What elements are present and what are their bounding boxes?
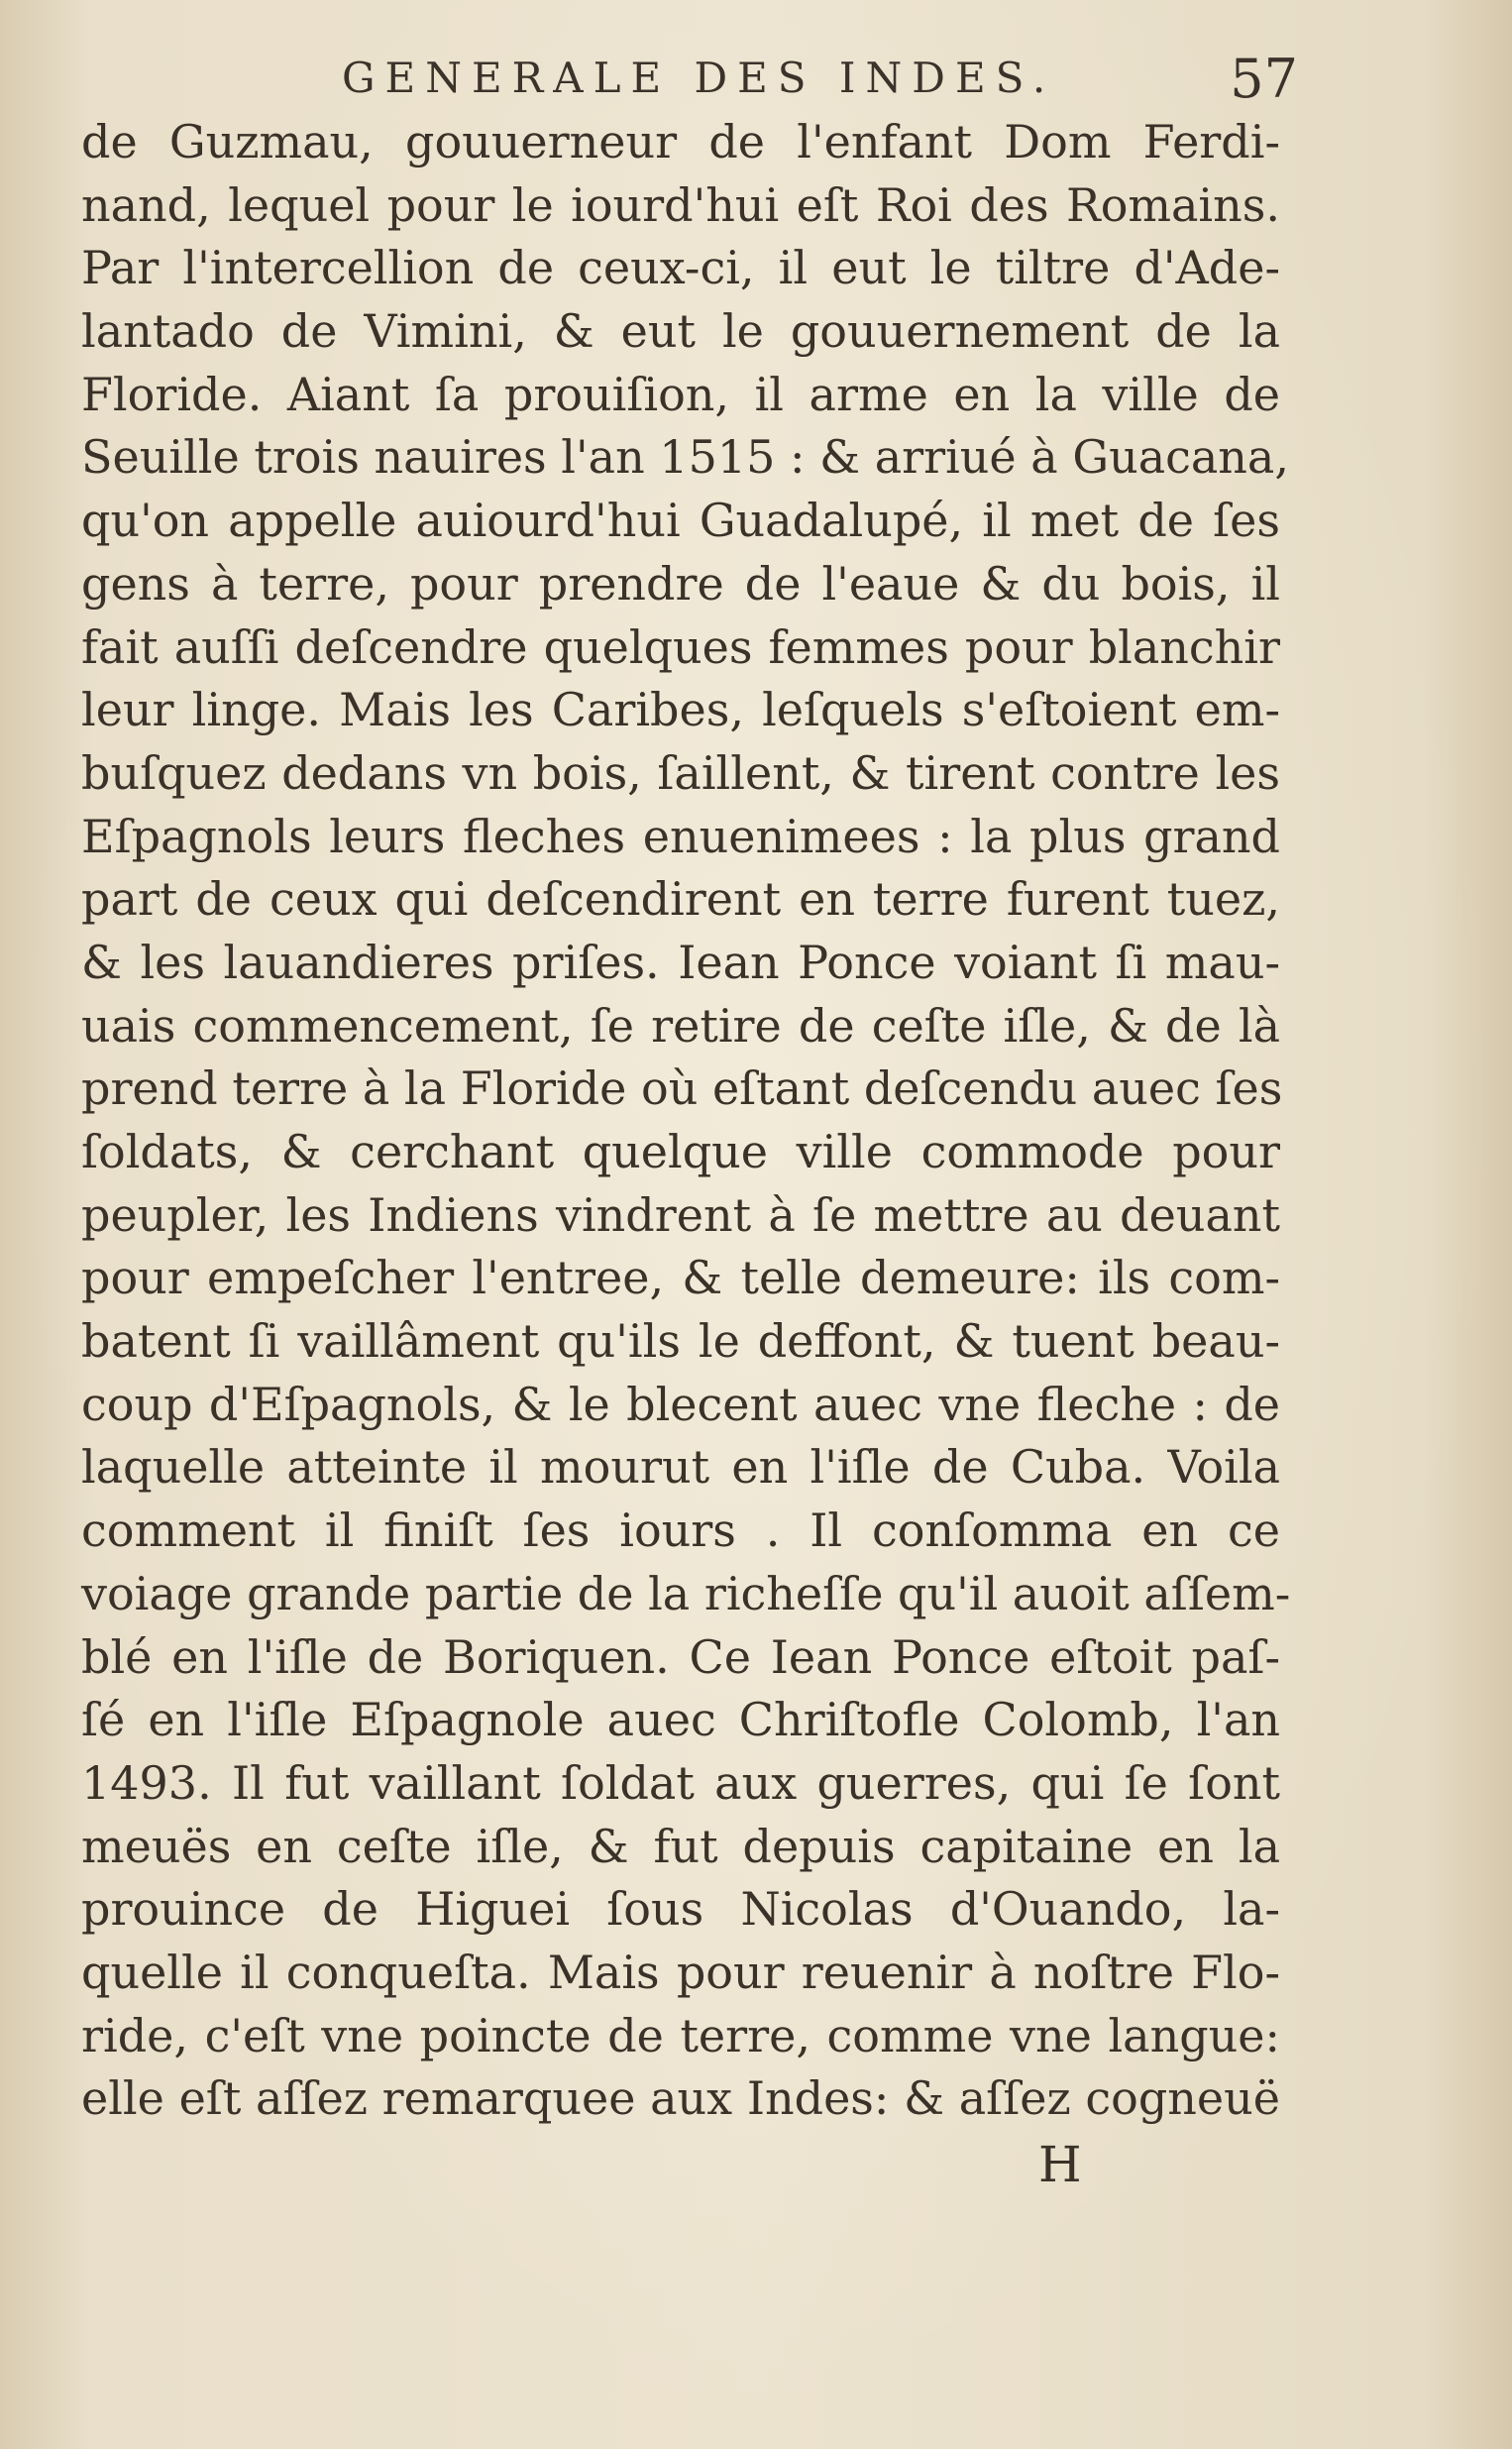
text-line-28: meuës en ceſte iſle, & fut depuis capitaine en la	[81, 1819, 1280, 1873]
text-line-11: buſquez dedans vn bois, ſaillent, & tirent contre les	[81, 745, 1280, 800]
text-line-13: part de ceux qui deſcendirent en terre furent tuez,	[81, 872, 1280, 927]
text-line-24: voiage grande partie de la richeſſe qu'il auoit aſſem-	[81, 1566, 1291, 1620]
text-line-16: prend terre à la Floride où eſtant deſcendu auec ſes	[81, 1061, 1283, 1116]
page-header	[89, 40, 1298, 110]
page-number: 57	[1230, 48, 1298, 110]
text-line-2: nand, lequel pour le iourd'hui eſt Roi des Romains.	[81, 177, 1280, 232]
text-line-32: elle eſt aſſez remarquee aux Indes: & aſſez cogneuë	[81, 2071, 1280, 2126]
text-line-6: Seuille trois nauires l'an 1515 : & arriué à Guacana,	[81, 430, 1289, 485]
text-line-31: ride, c'eſt vne poincte de terre, comme vne langue:	[81, 2008, 1280, 2062]
text-line-14: & les lauandieres priſes. Iean Ponce voiant ſi mau-	[81, 935, 1280, 989]
text-line-29: prouince de Higuei ſous Nicolas d'Ouando, la-	[81, 1882, 1280, 1937]
text-line-7: qu'on appelle auiourd'hui Guadalupé, il met de ſes	[81, 494, 1280, 548]
text-line-30: quelle il conqueſta. Mais pour reuenir à noſtre Flo-	[81, 1945, 1280, 1999]
catchword: H	[1038, 2136, 1082, 2193]
text-line-26: ſé en l'iſle Eſpagnole auec Chriſtofle Colomb, l'an	[81, 1693, 1280, 1747]
body-text	[81, 111, 1291, 2131]
text-line-3: Par l'intercellion de ceux-ci, il eut le tiltre d'Ade-	[81, 241, 1280, 295]
text-line-1: de Guzmau, gouuerneur de l'enfant Dom Ferdi-	[81, 115, 1280, 168]
text-line-12: Eſpagnols leurs fleches enuenimees : la plus grand	[81, 809, 1280, 863]
text-line-10: leur linge. Mais les Caribes, leſquels s'eſtoient em-	[81, 683, 1280, 737]
text-line-22: laquelle atteinte il mourut en l'iſle de Cuba. Voila	[81, 1440, 1280, 1495]
text-line-19: pour empeſcher l'entree, & telle demeure: ils com-	[81, 1251, 1280, 1305]
text-line-5: Floride. Aiant ſa prouiſion, il arme en la ville de	[81, 367, 1280, 421]
text-line-8: gens à terre, pour prendre de l'eaue & du bois, il	[81, 556, 1280, 611]
text-line-20: batent ſi vaillâment qu'ils le deffont, & tuent beau-	[81, 1314, 1280, 1369]
text-line-27: 1493. Il fut vaillant ſoldat aux guerres, qui ſe ſont	[81, 1755, 1280, 1810]
text-line-25: blé en l'iſle de Boriquen. Ce Iean Ponce eſtoit paſ-	[81, 1629, 1280, 1684]
text-line-23: comment il finiſt ſes iours . Il conſomma en ce	[81, 1503, 1280, 1558]
running-head: GENERALE DES INDES.	[342, 54, 1056, 102]
text-line-17: ſoldats, & cerchant quelque ville commode pour	[81, 1125, 1280, 1178]
text-line-9: fait auſſi deſcendre quelques femmes pour blanchir	[81, 619, 1280, 674]
text-line-4: lantado de Vimini, & eut le gouuernement de la	[81, 304, 1280, 359]
text-line-21: coup d'Eſpagnols, & le blecent auec vne fleche : de	[81, 1377, 1280, 1431]
text-line-18: peupler, les Indiens vindrent à ſe mettre au deuant	[81, 1187, 1280, 1242]
text-line-15: uais commencement, ſe retire de ceſte iſle, & de là	[81, 998, 1280, 1053]
